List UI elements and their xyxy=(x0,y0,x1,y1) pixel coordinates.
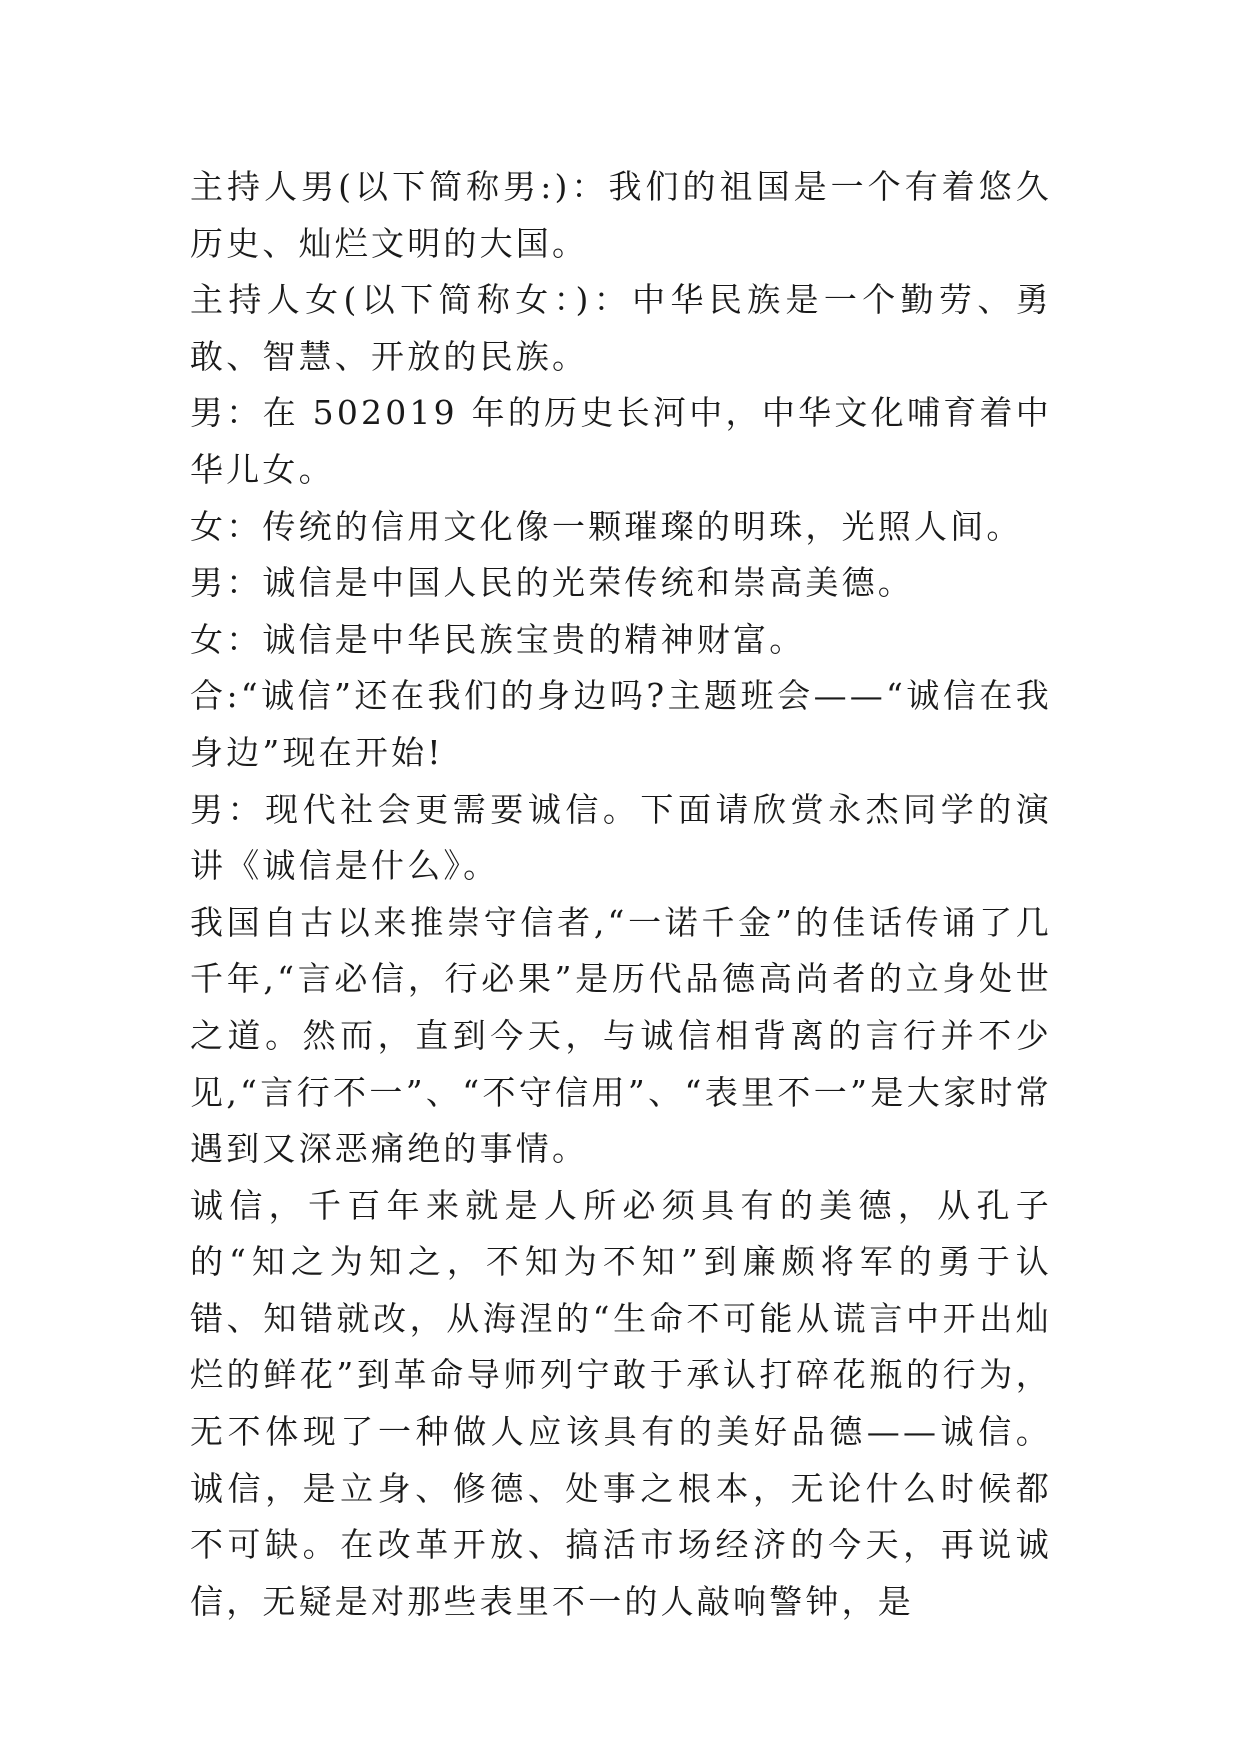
paragraph-female-culture: 女：传统的信用文化像一颗璀璨的明珠，光照人间。 xyxy=(190,506,1023,546)
paragraph-male-speech-intro: 男：现代社会更需要诚信。下面请欣赏永杰同学的演讲《诚信是什么》。 xyxy=(190,789,1052,886)
document-body xyxy=(190,159,1052,1630)
paragraph-together-opening: 合:“诚信”还在我们的身边吗?主题班会——“诚信在我身边”现在开始! xyxy=(190,676,1052,772)
paragraph-female-wealth: 女：诚信是中华民族宝贵的精神财富。 xyxy=(190,619,806,659)
paragraph-host-male-intro: 主持人男(以下简称男:)：我们的祖国是一个有着悠久历史、灿烂文明的大国。 xyxy=(190,167,1052,263)
paragraph-speech-part-1: 我国自古以来推崇守信者,“一诺千金”的佳话传诵了几千年,“言必信，行必果”是历代品德高尚者的立身处世之道。然而，直到今天，与诚信相背离的言行并不少见,“言行不一”、“不守信用”、“表里不一”是大家时常遇到又深恶痛绝的事情。 xyxy=(190,902,1052,1169)
paragraph-male-tradition: 男：诚信是中国人民的光荣传统和崇高美德。 xyxy=(190,563,914,603)
paragraph-speech-part-2: 诚信，千百年来就是人所必须具有的美德，从孔子的“知之为知之，不知为不知”到廉颇将军的勇于认错、知错就改，从海涅的“生命不可能从谎言中开出灿烂的鲜花”到革命导师列宁敢于承认打碎花瓶的行为，无不体现了一种做人应该具有的美好品德——诚信。诚信，是立身、修德、处事之根本，无论什么时候都不可缺。在改革开放、搞活市场经济的今天，再说诚信，无疑是对那些表里不一的人敲响警钟，是 xyxy=(190,1185,1052,1621)
paragraph-host-female-intro: 主持人女(以下简称女：)：中华民族是一个勤劳、勇敢、智慧、开放的民族。 xyxy=(190,280,1052,376)
paragraph-male-history: 男：在 502019 年的历史长河中，中华文化哺育着中华儿女。 xyxy=(190,393,1052,489)
